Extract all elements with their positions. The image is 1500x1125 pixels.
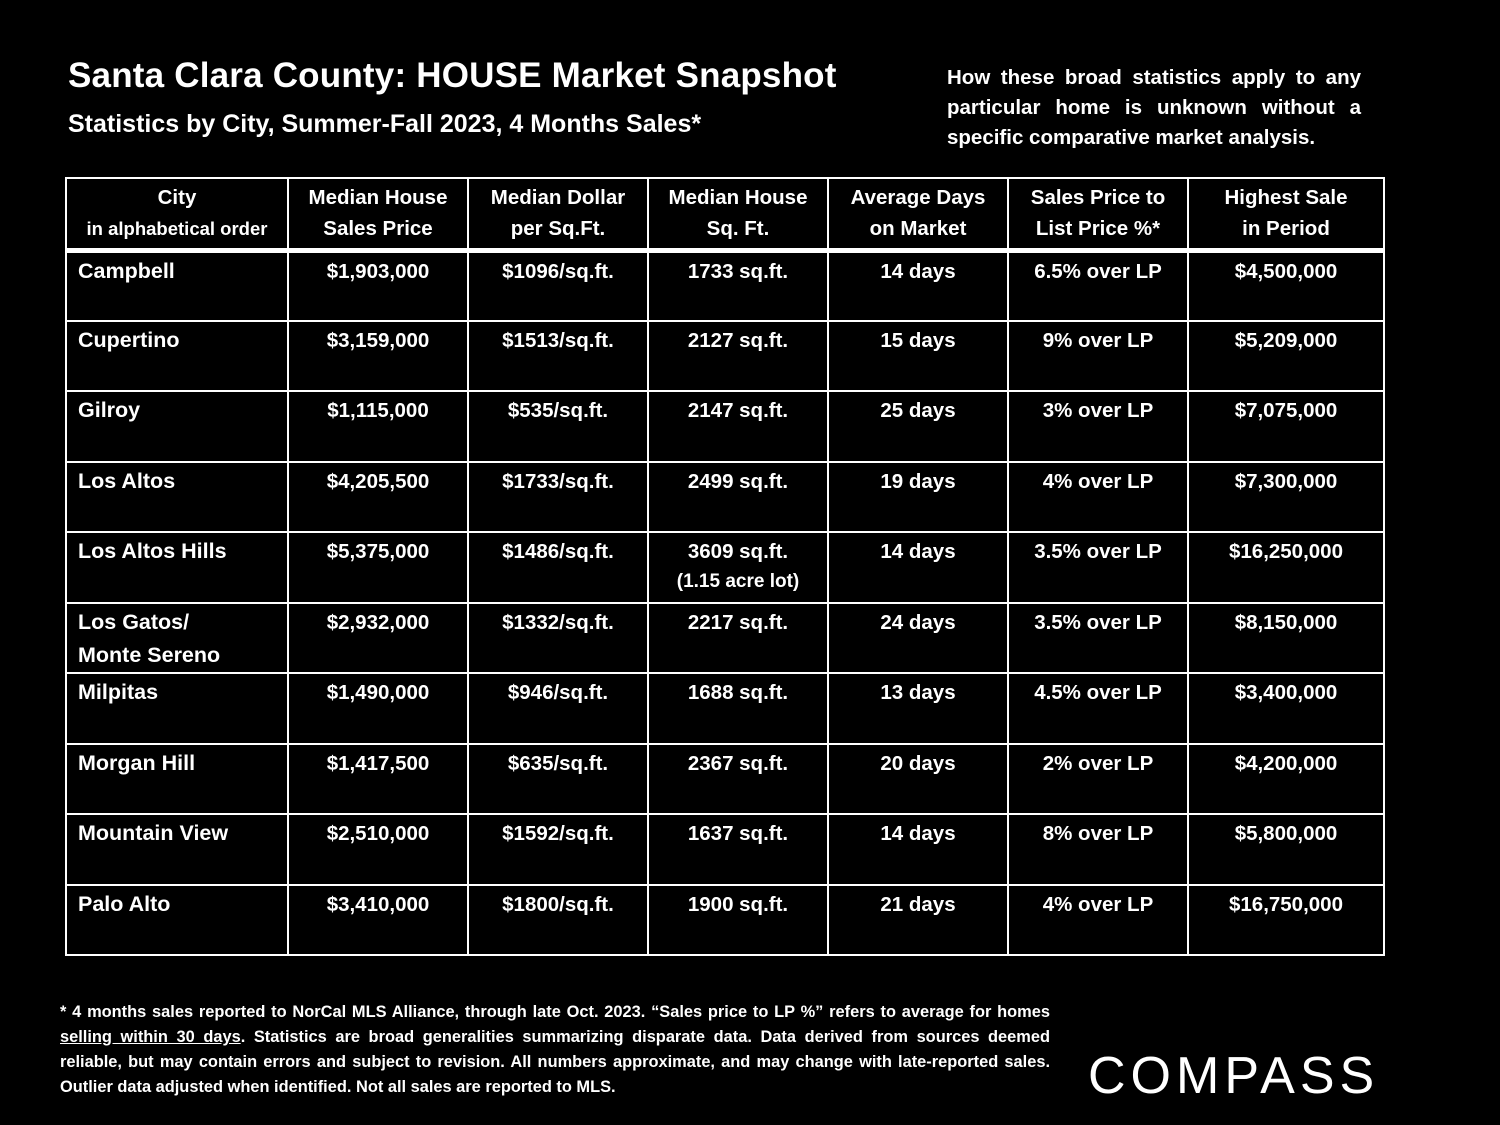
page-subtitle: Statistics by City, Summer-Fall 2023, 4 Months Sales* (68, 110, 702, 138)
cell-highest-text: $4,200,000 (1234, 751, 1338, 775)
cell-days (828, 391, 1008, 462)
cell-sqft (648, 321, 828, 392)
column-header-line1: City (157, 186, 197, 210)
column-header-line2: on Market (869, 217, 967, 241)
column-header-line1: Median House (308, 186, 448, 210)
cell-city (66, 744, 288, 815)
cell-sqft-text: 3609 sq.ft. (687, 540, 789, 563)
cell-city-secondary-text: Monte Sereno (78, 642, 221, 667)
cell-ratio (1008, 532, 1188, 603)
cell-days-text: 15 days (880, 328, 956, 352)
cell-days (828, 603, 1008, 674)
column-header (1188, 178, 1384, 250)
cell-ppsf-text: $1332/sq.ft. (502, 610, 614, 634)
table-row (66, 321, 1384, 392)
table-row (66, 744, 1384, 815)
cell-days (828, 321, 1008, 392)
cell-price (288, 814, 468, 885)
cell-highest-text: $16,750,000 (1228, 892, 1343, 916)
cell-sqft (648, 603, 828, 674)
cell-ratio (1008, 462, 1188, 533)
cell-sqft-text: 2127 sq.ft. (687, 328, 789, 352)
cell-ppsf-text: $1800/sq.ft. (502, 892, 614, 916)
cell-highest-text: $5,800,000 (1234, 822, 1338, 845)
cell-days-text: 13 days (880, 681, 956, 704)
cell-sqft-text: 1637 sq.ft. (687, 822, 789, 845)
cell-sqft (648, 532, 828, 603)
cell-ppsf-text: $1096/sq.ft. (502, 259, 614, 283)
footnote-text-continued: . Statistics are broad generalities summarizing disparate data. Data derived from sources deemed reliable, but may contain errors and subject to revision. All numbers approximate, and may change with late-reported sales. Outlier data adjusted when identified. Not all sales are reported to MLS. (60, 1028, 1050, 1096)
cell-highest (1188, 885, 1384, 956)
table-row (66, 603, 1384, 674)
cell-ratio-text: 2% over LP (1042, 751, 1154, 775)
cell-ratio-text: 3.5% over LP (1034, 540, 1162, 563)
cell-highest (1188, 532, 1384, 603)
column-header-line1: Average Days (850, 186, 986, 210)
cell-days-text: 21 days (880, 892, 956, 916)
cell-days (828, 673, 1008, 744)
cell-ppsf (468, 603, 648, 674)
column-header-line2: in Period (1242, 217, 1330, 241)
cell-ratio-text: 8% over LP (1042, 822, 1154, 845)
cell-sqft-text: 1688 sq.ft. (687, 681, 789, 704)
cell-price (288, 744, 468, 815)
cell-ppsf (468, 744, 648, 815)
cell-days (828, 250, 1008, 321)
cell-sqft-text: 1733 sq.ft. (687, 259, 789, 283)
cell-sqft-secondary-text: (1.15 acre lot) (676, 571, 800, 592)
column-header (66, 178, 288, 250)
cell-price (288, 603, 468, 674)
cell-ratio (1008, 814, 1188, 885)
cell-highest-text: $7,075,000 (1234, 399, 1338, 422)
column-header (648, 178, 828, 250)
cell-ppsf-text: $635/sq.ft. (507, 751, 609, 775)
cell-price-text: $5,375,000 (326, 540, 430, 563)
cell-ratio (1008, 885, 1188, 956)
cell-days (828, 814, 1008, 885)
cell-ppsf (468, 462, 648, 533)
cell-price-text: $2,510,000 (326, 822, 430, 845)
cell-ratio-text: 4.5% over LP (1034, 681, 1162, 704)
disclaimer-note: How these broad statistics apply to any particular home is unknown without a specific comparative market analysis. (947, 66, 1361, 149)
cell-price (288, 532, 468, 603)
cell-ppsf-text: $1592/sq.ft. (502, 822, 614, 845)
cell-city (66, 673, 288, 744)
page-title: Santa Clara County: HOUSE Market Snapshot (68, 56, 837, 95)
column-header-line2: per Sq.Ft. (510, 217, 606, 241)
cell-ratio (1008, 603, 1188, 674)
cell-days-text: 24 days (880, 610, 956, 634)
cell-days (828, 885, 1008, 956)
cell-ppsf (468, 814, 648, 885)
cell-highest-text: $7,300,000 (1234, 469, 1338, 493)
cell-price (288, 250, 468, 321)
cell-highest-text: $3,400,000 (1234, 681, 1338, 704)
cell-sqft-text: 1900 sq.ft. (687, 892, 789, 916)
compass-wordmark: COMPASS (1088, 1047, 1380, 1105)
cell-price-text: $1,903,000 (326, 259, 430, 283)
cell-ratio (1008, 250, 1188, 321)
cell-highest (1188, 321, 1384, 392)
cell-price-text: $4,205,500 (326, 469, 430, 493)
cell-ppsf (468, 391, 648, 462)
compass-logo (1088, 1045, 1400, 1105)
cell-highest (1188, 673, 1384, 744)
cell-sqft-text: 2499 sq.ft. (687, 469, 789, 493)
cell-days (828, 744, 1008, 815)
cell-price (288, 391, 468, 462)
cell-highest (1188, 250, 1384, 321)
column-header (468, 178, 648, 250)
cell-price (288, 321, 468, 392)
cell-ratio-text: 6.5% over LP (1034, 259, 1162, 283)
column-header-line1: Median House (668, 186, 808, 210)
cell-sqft (648, 885, 828, 956)
cell-price-text: $2,932,000 (326, 610, 430, 634)
cell-city-text: Gilroy (78, 398, 141, 422)
cell-highest-text: $16,250,000 (1228, 540, 1343, 563)
cell-ppsf-text: $1486/sq.ft. (502, 540, 614, 563)
cell-sqft (648, 744, 828, 815)
cell-city-text: Mountain View (78, 821, 229, 845)
cell-city (66, 462, 288, 533)
cell-price-text: $1,115,000 (327, 399, 429, 422)
cell-ppsf-text: $1513/sq.ft. (502, 328, 614, 352)
cell-ratio (1008, 391, 1188, 462)
cell-sqft (648, 814, 828, 885)
cell-city (66, 391, 288, 462)
cell-city (66, 814, 288, 885)
footnote-text: * 4 months sales reported to NorCal MLS Alliance, through late Oct. 2023. “Sales price to LP %” refers to average for homes (60, 1003, 1050, 1021)
cell-highest-text: $5,209,000 (1234, 328, 1338, 352)
table-row (66, 532, 1384, 603)
cell-price (288, 885, 468, 956)
cell-city-text: Milpitas (78, 680, 159, 704)
cell-highest-text: $8,150,000 (1234, 610, 1338, 634)
cell-sqft-text: 2367 sq.ft. (687, 751, 789, 775)
cell-ppsf-text: $535/sq.ft. (507, 399, 609, 422)
cell-city-text: Campbell (78, 258, 175, 283)
cell-days-text: 14 days (880, 540, 956, 563)
table-row (66, 250, 1384, 321)
cell-highest (1188, 391, 1384, 462)
cell-ratio (1008, 673, 1188, 744)
cell-ratio-text: 9% over LP (1042, 328, 1154, 352)
footnote-underlined-text: selling within 30 days (60, 1028, 241, 1046)
cell-price-text: $3,159,000 (326, 328, 430, 352)
cell-city (66, 885, 288, 956)
cell-days (828, 532, 1008, 603)
cell-price (288, 462, 468, 533)
column-header-line1: Sales Price to (1030, 186, 1166, 210)
column-header-line1: Highest Sale (1224, 186, 1348, 210)
cell-highest (1188, 603, 1384, 674)
cell-days-text: 14 days (880, 822, 956, 845)
column-header-line2: Sales Price (323, 217, 433, 241)
table-row (66, 814, 1384, 885)
cell-city-text: Cupertino (78, 327, 180, 352)
cell-highest (1188, 744, 1384, 815)
cell-days-text: 25 days (880, 399, 956, 422)
table-row (66, 885, 1384, 956)
cell-city (66, 603, 288, 674)
footnote (60, 1000, 1050, 1100)
table-row (66, 462, 1384, 533)
cell-price-text: $3,410,000 (326, 892, 430, 916)
cell-sqft (648, 673, 828, 744)
cell-ratio (1008, 321, 1188, 392)
column-header-line2: in alphabetical order (86, 218, 268, 240)
cell-highest-text: $4,500,000 (1234, 259, 1338, 283)
column-header-line1: Median Dollar (490, 186, 626, 210)
cell-days-text: 19 days (880, 469, 956, 493)
cell-ppsf (468, 673, 648, 744)
cell-ppsf-text: $946/sq.ft. (507, 681, 609, 704)
cell-city (66, 250, 288, 321)
cell-city-text: Palo Alto (78, 891, 171, 916)
table-row (66, 391, 1384, 462)
cell-price-text: $1,417,500 (326, 751, 430, 775)
cell-ppsf (468, 885, 648, 956)
column-header-line2: Sq. Ft. (706, 217, 770, 241)
cell-price-text: $1,490,000 (326, 681, 430, 704)
column-header (288, 178, 468, 250)
cell-sqft (648, 250, 828, 321)
cell-days (828, 462, 1008, 533)
cell-price (288, 673, 468, 744)
header-row (66, 178, 1384, 250)
cell-ratio-text: 4% over LP (1042, 469, 1154, 493)
cell-ppsf-text: $1733/sq.ft. (502, 469, 614, 493)
cell-ppsf (468, 321, 648, 392)
column-header-line2: List Price %* (1035, 217, 1161, 241)
cell-city-text: Los Altos Hills (78, 539, 227, 563)
cell-city (66, 321, 288, 392)
cell-highest (1188, 462, 1384, 533)
table-header (66, 178, 1384, 250)
cell-days-text: 14 days (880, 259, 956, 283)
cell-city-text: Los Altos (78, 468, 176, 493)
column-header (1008, 178, 1188, 250)
cell-city-text: Los Gatos/ (78, 609, 190, 634)
cell-sqft (648, 391, 828, 462)
cell-ratio-text: 4% over LP (1042, 892, 1154, 916)
cell-sqft (648, 462, 828, 533)
cell-days-text: 20 days (880, 751, 956, 775)
cell-ppsf (468, 532, 648, 603)
cell-ratio-text: 3% over LP (1042, 399, 1154, 422)
cell-highest (1188, 814, 1384, 885)
cell-ratio-text: 3.5% over LP (1034, 610, 1162, 634)
cell-sqft-text: 2147 sq.ft. (687, 399, 789, 422)
cell-ppsf (468, 250, 648, 321)
table-row (66, 673, 1384, 744)
column-header (828, 178, 1008, 250)
cell-city-text: Morgan Hill (78, 750, 196, 775)
market-table (65, 177, 1385, 956)
cell-sqft-text: 2217 sq.ft. (687, 610, 789, 634)
table-body (66, 250, 1384, 955)
cell-city (66, 532, 288, 603)
cell-ratio (1008, 744, 1188, 815)
